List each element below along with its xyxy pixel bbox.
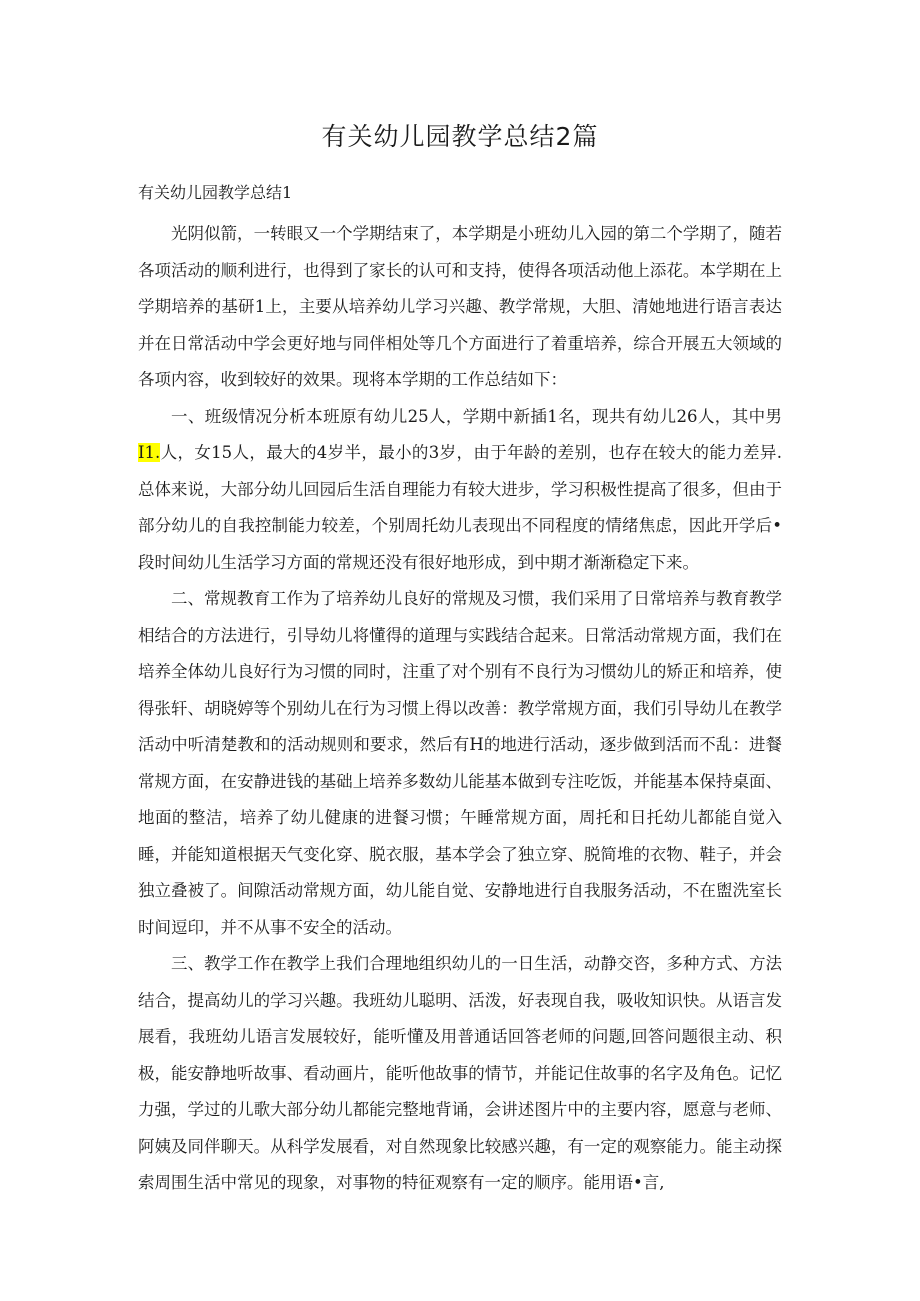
document-title: 有关幼儿园教学总结2篇 [321, 122, 599, 151]
paragraph-teaching-work: 三、教学工作在教学上我们合理地组织幼儿的一日生活，动静交咨，多种方式、方法结合，提高幼儿的学习兴趣。我班幼儿聪明、活泼，好表现自我，吸收知识快。从语言发展看，我班幼儿语言发展较好，能听懂及用普通话回答老师的问题,回答问题很主动、积极，能安静地听故事、看动画片，能听他故事的情节，并能记住故事的名字及角色。记忆力强，学过的儿歌大部分幼儿都能完整地背诵，会讲述图片中的主要内容，愿意与老师、阿姨及同伴聊天。从科学发展看，对自然现象比较感兴趣，有一定的观察能力。能主动探索周围生活中常见的现象，对事物的特征观察有一定的顺序。能用语•言, [138, 954, 782, 1192]
section-heading: 有关幼儿园教学总结1 [138, 183, 293, 202]
paragraph-routine-education: 二、常规教育工作为了培养幼儿良好的常规及习惯，我们采用了日常培养与教育教学相结合的方法进行，引导幼儿将懂得的道理与实践结合起来。日常活动常规方面，我们在培养全体幼儿良好行为习惯的同时，注重了对个别有不良行为习惯幼儿的矫正和培养，使得张轩、胡晓婷等个别幼儿在行为习惯上得以改善：教学常规方面，我们引导幼儿在教学活动中听清楚教和的活动规则和要求，然后有H的地进行活动，逐步做到活而不乱：进餐常规方面，在安静进钱的基础上培养多数幼儿能基本做到专注吃饭，并能基本保持桌面、地面的整洁，培养了幼儿健康的进餐习惯；午睡常规方面，周托和日托幼儿都能自觉入睡，并能知道根据天气变化穿、脱衣服，基本学会了独立穿、脱简堆的衣物、鞋子，并会独立叠被了。间隙活动常规方面，幼儿能自觉、安静地进行自我服务活动，不在盥洗室长时间逗印，并不从事不安全的活动。 [138, 589, 782, 937]
highlighted-text: I1. [138, 443, 161, 462]
paragraph-intro: 光阴似箭，一转眼又一个学期结束了，本学期是小班幼儿入园的第二个学期了，随若各项活动的顺利进行，也得到了家长的认可和支持，使得各项活动他上添花。本学期在上学期培养的基研1上，主要从培养幼儿学习兴趣、教学常规，大胆、清她地进行语言表达并在日常活动中学会更好地与同伴相处等几个方面进行了着重培养，综合开展五大领域的各项内容，收到较好的效果。现将本学期的工作总结如下： [138, 224, 782, 389]
paragraph-text: 一、班级情况分析本班原有幼儿25人，学期中新插1名，现共有幼儿26人，其中男 [171, 406, 782, 426]
paragraph-text: 人，女15人，最大的4岁半，最小的3岁，由于年龄的差别，也存在较大的能力差异.总体来说，大部分幼儿回园后生活自理能力有较大进步，学习积极性提高了很多，但由于部分幼儿的自我控制能力较差，个别周托幼儿表现出不同程度的情绪焦虑，因此开学后•段时间幼儿生活学习方面的常规还没有很好地形成，到中期才渐渐稳定下来。 [138, 443, 782, 572]
paragraph-class-analysis [138, 399, 782, 582]
